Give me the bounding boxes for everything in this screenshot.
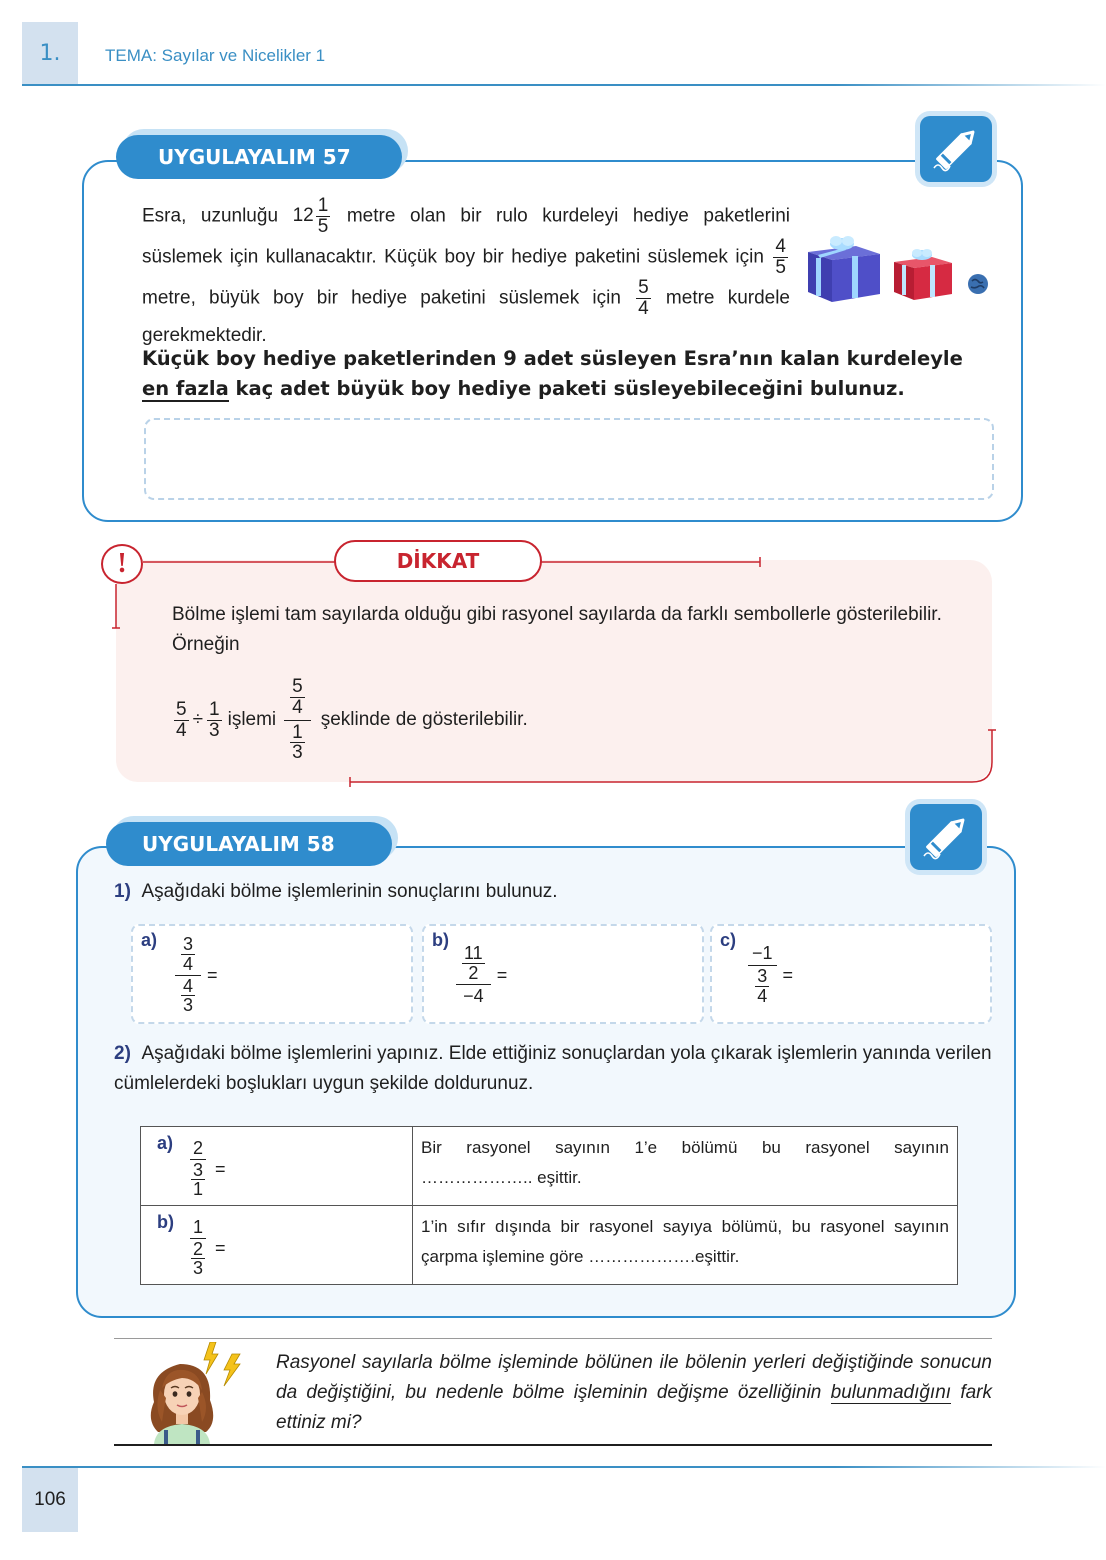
u58-1b-box[interactable]	[422, 924, 704, 1024]
fraction-4-5: $\frac{4}{5}$	[775, 235, 786, 278]
u58-question-1: 1) Aşağıdaki bölme işlemlerinin sonuçlarını bulunuz.	[114, 881, 558, 902]
divide-sign: ÷	[192, 709, 204, 730]
gift-box-icon	[804, 232, 884, 304]
globe-icon	[967, 273, 989, 295]
sub-label: c)	[720, 930, 737, 950]
gift-box-icon	[892, 246, 954, 302]
exclamation-icon: !	[101, 544, 143, 584]
sub-label: b)	[157, 1212, 174, 1232]
pencil-icon	[920, 116, 992, 182]
note-text: Rasyonel sayılarla bölme işleminde bölünen ile bölenin yerleri değiştiğinde sonucun da değiştiğini, bu nedenle bölme işleminin değişme özelliğinin bulunmadığını fark ettiniz mi?	[276, 1352, 993, 1433]
underlined-phrase: bulunmadığını	[830, 1382, 952, 1403]
footer-divider	[22, 1466, 1106, 1468]
header-divider	[22, 84, 1106, 86]
fraction-1-3: $\frac{1}{3}$	[209, 698, 220, 741]
u58-title: UYGULAYALIM 58	[106, 822, 392, 866]
u57-question: Küçük boy hediye paketlerinden 9 adet süsleyen Esra’nın kalan kurdeleyle en fazla kaç adet büyük boy hediye paketi süsleyebileceğini bulunuz.	[142, 347, 963, 400]
u57-problem-text: Esra, uzunluğu 12 $\frac{1}{5}$ metre olan bir rulo kurdeleyi hediye paketlerini süslemek için kullanacaktır. Küçük boy bir hediye paketini süslemek için $\frac{4}{5}$ metre, büyük boy bir hediye paketini süslemek için $\frac{5}{4}$ metre kurdele gerekmektedir.	[142, 195, 791, 346]
sub-label: a)	[157, 1133, 174, 1153]
pencil-icon	[910, 804, 982, 870]
u58-1c-box[interactable]	[710, 924, 992, 1024]
u57-answer-area[interactable]	[144, 418, 994, 500]
table-row	[141, 1206, 958, 1285]
table-row	[141, 1127, 958, 1206]
theme-title: TEMA: Sayılar ve Nicelikler 1	[105, 46, 326, 65]
row-a-sentence[interactable]: Bir rasyonel sayının 1’e bölümü bu rasyonel sayının ……………….. eşittir.	[413, 1127, 958, 1206]
u58-table	[140, 1126, 958, 1285]
lightning-icon	[204, 1342, 218, 1374]
u57-title: UYGULAYALIM 57	[116, 135, 402, 179]
dikkat-title: DİKKAT	[334, 540, 542, 582]
dikkat-example: $\frac{5}{4}$ ÷ $\frac{1}{3}$ işlemi $\frac{5}{4}$ $\frac{1}{3}$ şeklinde de gösterilebilir.	[176, 675, 528, 764]
complex-fraction: $\frac{\frac{11}{2}}{-4}$ =	[454, 928, 507, 1022]
complex-fraction: $\frac{5}{4}$ $\frac{1}{3}$	[284, 677, 311, 764]
complex-fraction: $\frac{-1}{\frac{3}{4}}$ =	[746, 928, 793, 1022]
u58-question-2: 2) Aşağıdaki bölme işlemlerini yapınız. Elde ettiğiniz sonuçlardan yola çıkarak işlemlerin yanında verilen cümlelerdeki boşlukları uygun şekilde doldurunuz.	[114, 1043, 992, 1094]
student-avatar	[140, 1342, 244, 1444]
fraction-5-4: $\frac{5}{4}$	[638, 276, 649, 319]
fraction-1-5: $\frac{1}{5}$	[317, 195, 329, 237]
sub-label: b)	[432, 930, 449, 950]
complex-fraction: $\frac{2}{\frac{3}{1}}$ =	[185, 1133, 226, 1205]
dikkat-text: Bölme işlemi tam sayılarda olduğu gibi rasyonel sayılarda da farklı sembollerle gösterilebilir. Örneğin	[172, 604, 942, 655]
note-divider-bottom	[114, 1444, 992, 1446]
row-a-expression	[141, 1127, 413, 1206]
fraction-5-4: $\frac{5}{4}$	[176, 698, 187, 741]
u58-1a-box[interactable]	[131, 924, 413, 1024]
complex-fraction: $\frac{1}{\frac{2}{3}}$ =	[185, 1212, 226, 1284]
sub-label: a)	[141, 930, 158, 950]
page-number: 106	[22, 1468, 78, 1532]
note-divider-top	[114, 1338, 992, 1339]
unit-number: 1.	[22, 22, 78, 84]
row-b-sentence[interactable]: 1’in sıfır dışında bir rasyonel sayıya bölümü, bu rasyonel sayının çarpma işlemine göre ……………….eşittir.	[413, 1206, 958, 1285]
underlined-phrase: en fazla	[142, 377, 229, 400]
complex-fraction: $\frac{\frac{3}{4}}{\frac{4}{3}}$ =	[173, 926, 218, 1024]
mixed-number: 12 $\frac{1}{5}$	[292, 195, 329, 237]
row-b-expression	[141, 1206, 413, 1285]
